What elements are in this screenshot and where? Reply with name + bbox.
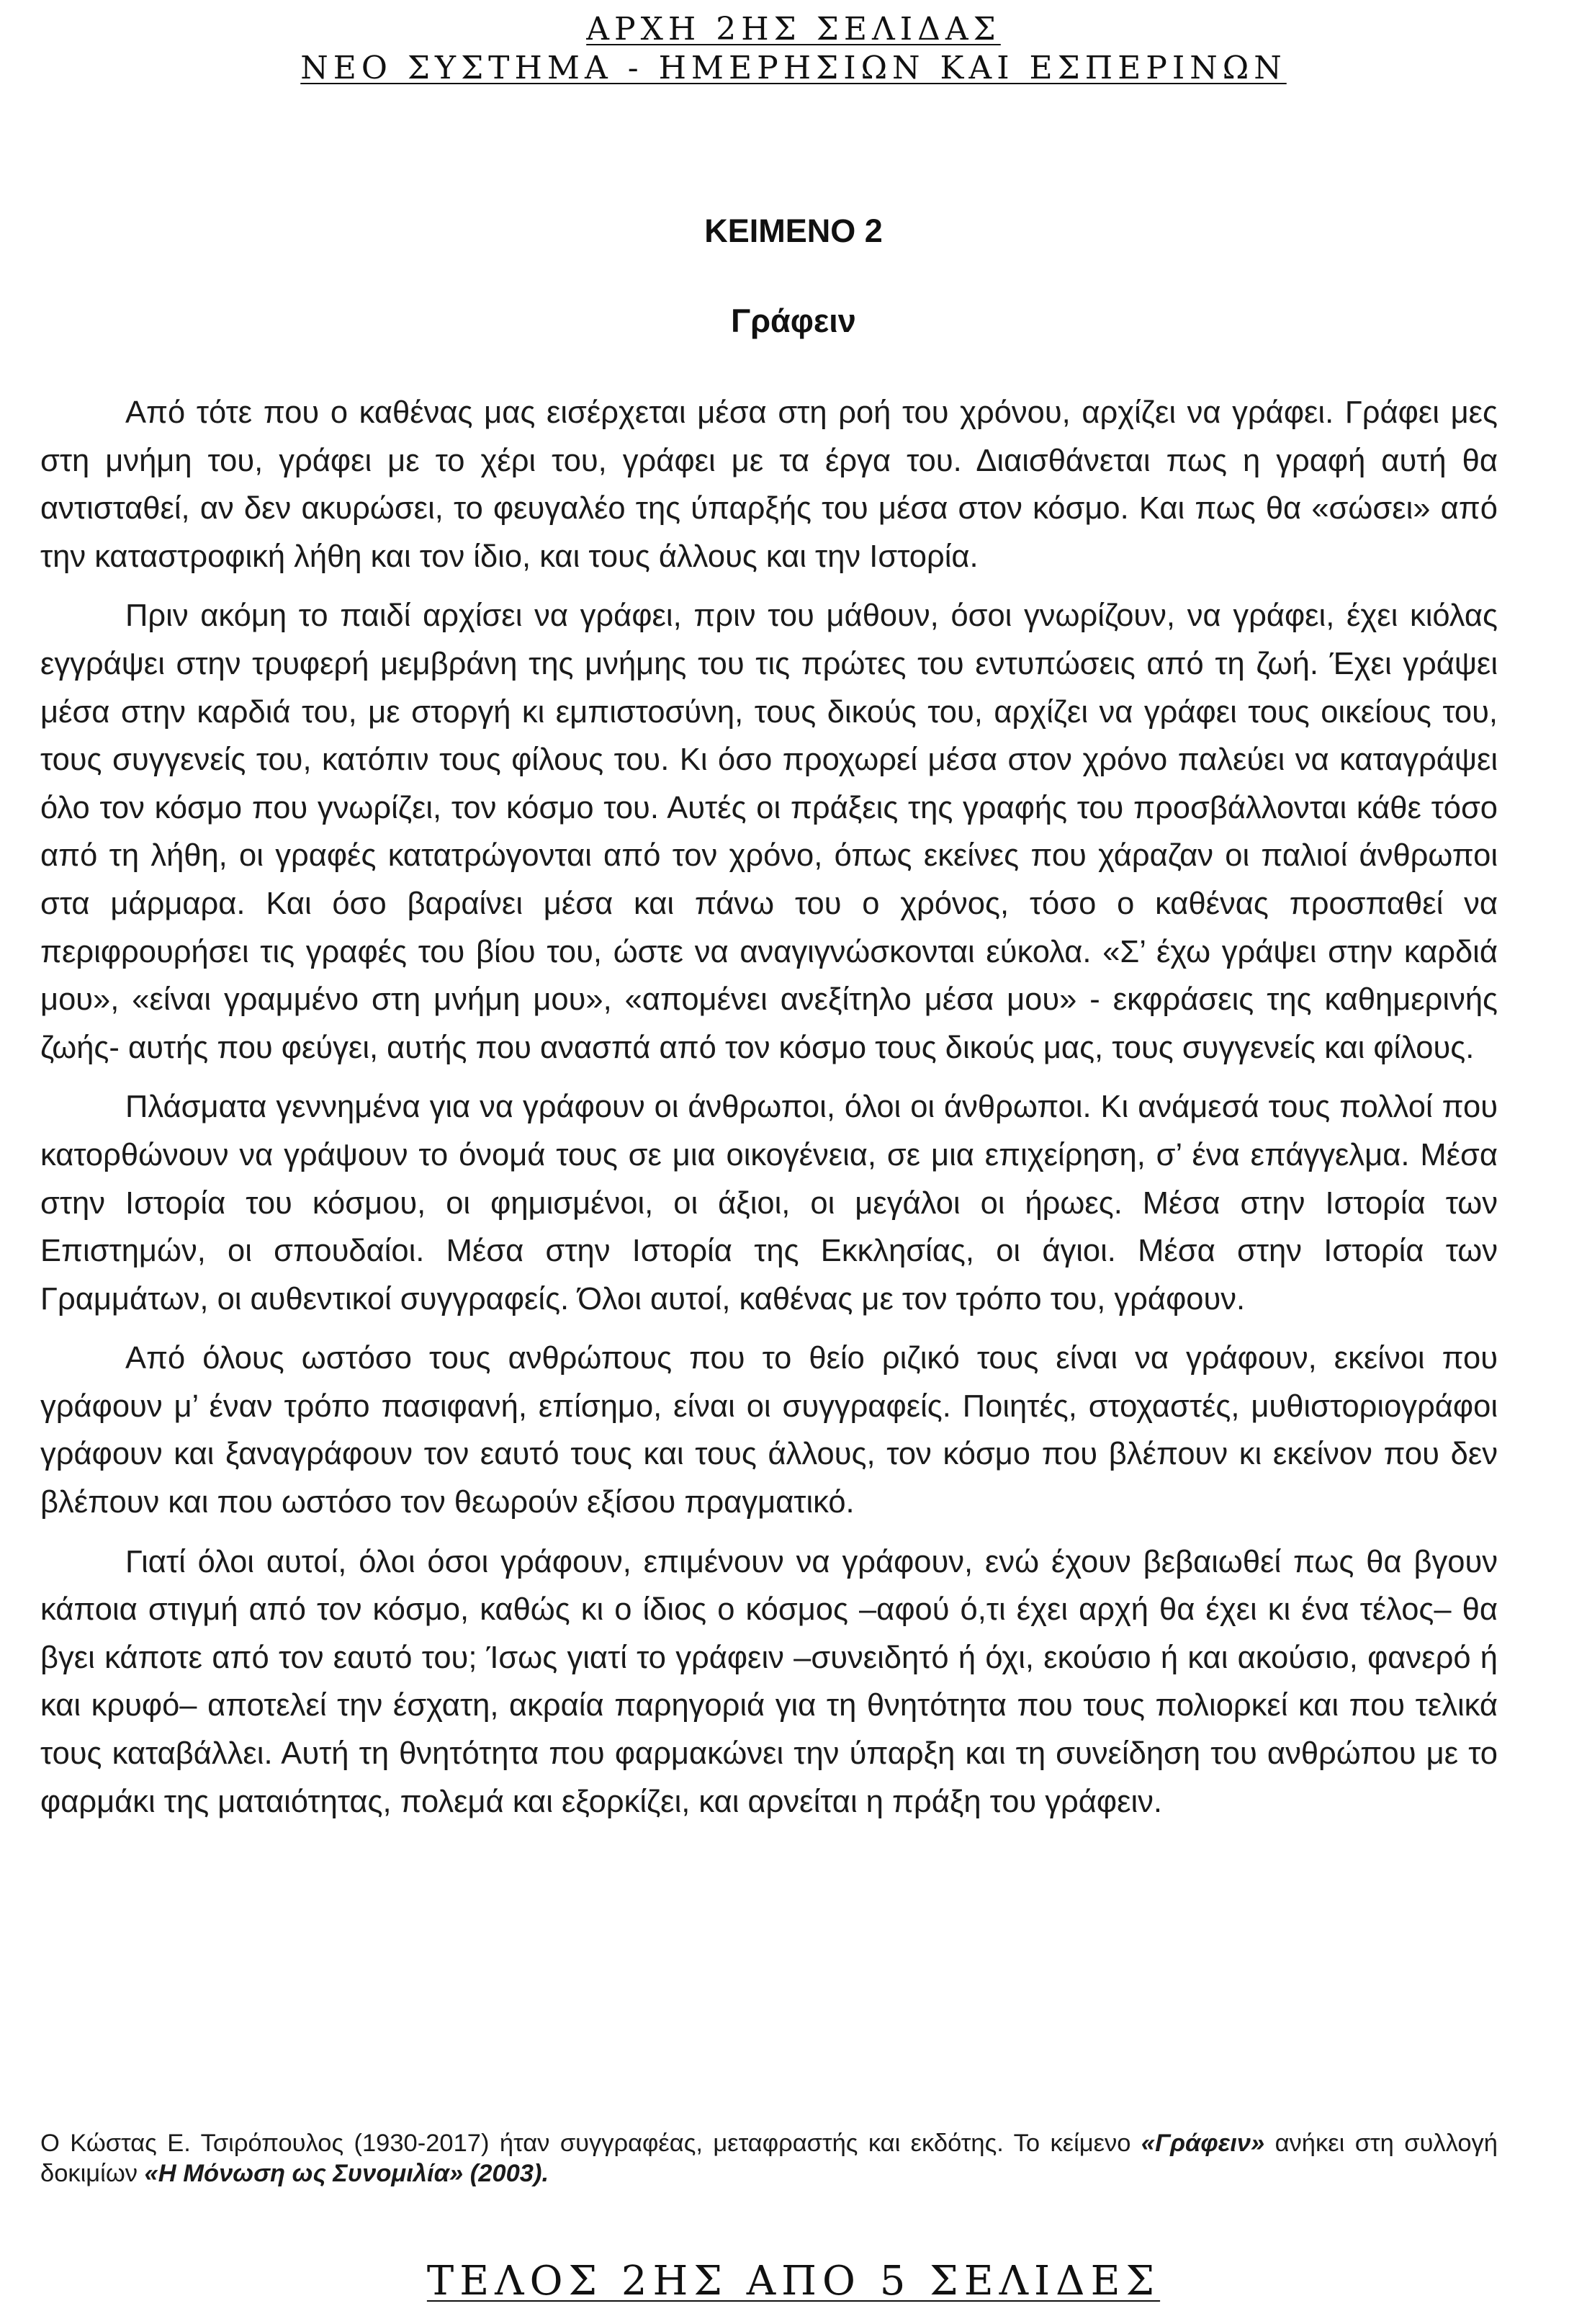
paragraph-2: Πριν ακόμη το παιδί αρχίσει να γράφει, πριν του μάθουν, όσοι γνωρίζουν, να γράφει, έχει κιόλας εγγράψει στην τρυφερή μεμβράνη της μνήμης του τις πρώτες του εντυπώσεις από τη ζωή. Έχει γράψει μέσα στην καρδιά του, με στοργή κι εμπιστοσύνη, τους δικούς του, αρχίζει να γράφει τους οικείους του, τους συγγενείς του, κατόπιν τους φίλους του. Κι όσο προχωρεί μέσα στον χρόνο παλεύει να καταγράψει όλο τον κόσμο που γνωρίζει, τον κόσμο του. Αυτές οι πράξεις της γραφής του προσβάλλονται κάθε τόσο από τη λήθη, οι γραφές κατατρώγονται από τον χρόνο, όπως εκείνες που χάραζαν οι παλιοί άνθρωποι στα μάρμαρα. Και όσο βαραίνει μέσα και πάνω του ο χρόνος, τόσο ο καθένας προσπαθεί να περιφρουρήσει τις γραφές του βίου του, ώστε να αναγιγνώσκονται εύκολα. «Σ’ έχω γράψει στην καρδιά μου», «είναι γραμμένο στη μνήμη μου», «απομένει ανεξίτηλο μέσα μου» - εκφράσεις της καθημερινής ζωής- αυτής που φεύγει, αυτής που ανασπά από τον κόσμο τους δικούς μας, τους συγγενείς και φίλους. bbox=[40, 598, 1498, 1065]
text-title: ΚΕΙΜΕΝΟ 2 bbox=[704, 212, 883, 249]
author-note-collection-title: «Η Μόνωση ως Συνομιλία» (2003). bbox=[144, 2160, 549, 2187]
author-note-work-title: «Γράφειν» bbox=[1141, 2130, 1265, 2157]
author-note-intro: Ο Κώστας Ε. Τσιρόπουλος (1930-2017) ήταν συγγραφέας, μεταφραστής και εκδότης. Το κείμενο bbox=[40, 2130, 1141, 2157]
page-header bbox=[0, 10, 1587, 88]
page-footer bbox=[0, 2258, 1587, 2305]
paragraph-3: Πλάσματα γεννημένα για να γράφουν οι άνθρωποι, όλοι οι άνθρωποι. Κι ανάμεσά τους πολλοί που κατορθώνουν να γράψουν το όνομά τους σε μια οικογένεια, σε μια επιχείρηση, σ’ ένα επάγγελμα. Μέσα στην Ιστορία του κόσμου, οι φημισμένοι, οι άξιοι, οι μεγάλοι οι ήρωες. Μέσα στην Ιστορία των Επιστημών, οι σπουδαίοι. Μέσα στην Ιστορία της Εκκλησίας, οι άγιοι. Μέσα στην Ιστορία των Γραμμάτων, οι αυθεντικοί συγγραφείς. Όλοι αυτοί, καθένας με τον τρόπο του, γράφουν. bbox=[40, 1090, 1498, 1316]
page-header-line-2: ΝΕΟ ΣΥΣΤΗΜΑ - ΗΜΕΡΗΣΙΩΝ ΚΑΙ ΕΣΠΕΡΙΝΩΝ bbox=[300, 50, 1287, 86]
paragraph-1: Από τότε που ο καθένας μας εισέρχεται μέσα στη ροή του χρόνου, αρχίζει να γράφει. Γράφει μες στη μνήμη του, γράφει με το χέρι του, γράφει με τα έργα του. Διαισθάνεται πως η γραφή αυτή θα αντισταθεί, αν δεν ακυρώσει, το φευγαλέο της ύπαρξής του μέσα στον κόσμο. Και πως θα «σώσει» από την καταστροφική λήθη και τον ίδιο, και τους άλλους και την Ιστορία. bbox=[40, 395, 1498, 574]
author-note-middle: ανήκει στη συλλογή δοκιμίων bbox=[40, 2130, 1498, 2187]
page-header-line-1: ΑΡΧΗ 2ΗΣ ΣΕΛΙΔΑΣ bbox=[586, 11, 1001, 48]
page-footer-text: ΤΕΛΟΣ 2ΗΣ ΑΠΟ 5 ΣΕΛΙΔΕΣ bbox=[426, 2258, 1161, 2305]
paragraph-4: Από όλους ωστόσο τους ανθρώπους που το θείο ριζικό τους είναι να γράφουν, εκείνοι που γράφουν μ’ έναν τρόπο πασιφανή, επίσημο, είναι οι συγγραφείς. Ποιητές, στοχαστές, μυθιστοριογράφοι γράφουν και ξαναγράφουν τον εαυτό τους και τους άλλους, τον κόσμο που βλέπουν κι εκείνον που δεν βλέπουν και που ωστόσο τον θεωρούν εξίσου πραγματικό. bbox=[40, 1341, 1498, 1520]
author-note bbox=[40, 2128, 1498, 2189]
paragraph-5: Γιατί όλοι αυτοί, όλοι όσοι γράφουν, επιμένουν να γράφουν, ενώ έχουν βεβαιωθεί πως θα βγουν κάποια στιγμή από τον κόσμο, καθώς κι ο ίδιος ο κόσμος –αφού ό,τι έχει αρχή θα έχει κι ένα τέλος– θα βγει κάποτε από τον εαυτό του; Ίσως γιατί το γράφειν –συνειδητό ή όχι, εκούσιο ή και ακούσιο, φανερό ή και κρυφό– αποτελεί την έσχατη, ακραία παρηγοριά για τη θνητότητα που τους πολιορκεί και που τελικά τους καταβάλλει. Αυτή τη θνητότητα που φαρμακώνει την ύπαρξη και τη συνείδηση του ανθρώπου με το φαρμάκι της ματαιότητας, πολεμά και εξορκίζει, και αρνείται η πράξη του γράφειν. bbox=[40, 1544, 1498, 1819]
text-subtitle: Γράφειν bbox=[731, 302, 856, 339]
text-body bbox=[40, 389, 1498, 1837]
